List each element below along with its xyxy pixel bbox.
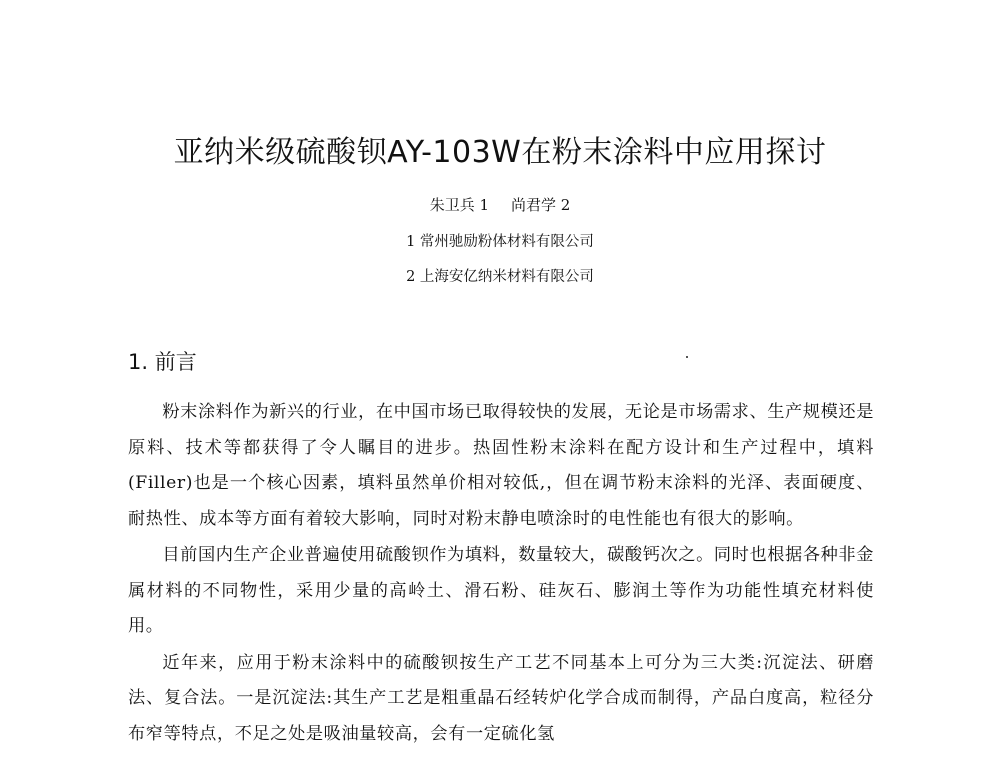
- affiliation: 1 常州驰励粉体材料有限公司: [406, 234, 594, 250]
- section-heading: 1. 前言: [128, 350, 197, 374]
- paragraph: 近年来，应用于粉末涂料中的硫酸钡按生产工艺不同基本上可分为三大类:沉淀法、研磨法、复合法。一是沉淀法:其生产工艺是粗重晶石经转炉化学合成而制得，产品白度高，粒径分布窄等特点，不足之处是吸油量较高，会有一定硫化氢: [128, 652, 874, 744]
- affiliation: 2 上海安亿纳米材料有限公司: [406, 269, 594, 285]
- paper-title: 亚纳米级硫酸钡AY-103W在粉末涂料中应用探讨: [173, 135, 827, 170]
- scan-speck: [686, 356, 688, 358]
- paragraph: 粉末涂料作为新兴的行业，在中国市场已取得较快的发展，无论是市场需求、生产规模还是原料、技术等都获得了令人瞩目的进步。热固性粉末涂料在配方设计和生产过程中，填料(Filler)也是一个核心因素，填料虽然单价相对较低,，但在调节粉末涂料的光泽、表面硬度、耐热性、成本等方面有着较大影响，同时对粉末静电喷涂时的电性能也有很大的影响。: [128, 402, 874, 529]
- author-name: 尚君学 2: [511, 196, 571, 214]
- paragraph: 目前国内生产企业普遍使用硫酸钡作为填料，数量较大，碳酸钙次之。同时也根据各种非金属材料的不同物性，采用少量的高岭土、滑石粉、硅灰石、膨润土等作为功能性填充材料使用。: [128, 545, 874, 636]
- author-line: [0, 194, 1000, 215]
- section-body: [128, 395, 874, 752]
- author-name: 朱卫兵 1: [429, 196, 489, 214]
